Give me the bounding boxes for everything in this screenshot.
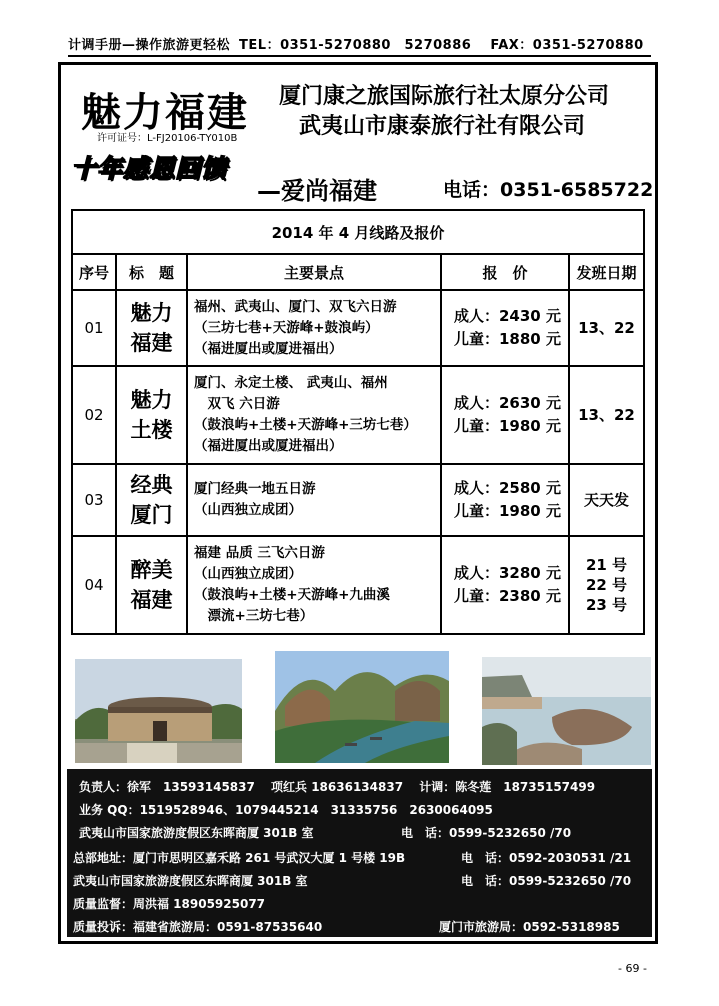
row-number: 03	[72, 464, 116, 536]
header-title: 标 题	[116, 254, 187, 290]
adult-price: 成人：2630 元	[454, 394, 561, 412]
spot-line: （山西独立成团）	[194, 566, 302, 582]
row-number: 04	[72, 536, 116, 634]
spot-line: （福进厦出或厦进福出）	[194, 438, 343, 454]
route-spots	[187, 536, 441, 634]
date-line: 22 号	[585, 576, 628, 594]
route-title-line: 魅力	[130, 388, 173, 412]
spot-line: 厦门、永定土楼、 武夷山、福州	[194, 375, 388, 391]
footer-address-2: 武夷山市国家旅游度假区东晖商厦 301B 室	[73, 874, 308, 888]
date-line: 23 号	[585, 596, 628, 614]
route-price	[441, 464, 569, 536]
spot-line: （鼓浪屿+土楼+天游峰+三坊七巷）	[194, 417, 417, 433]
route-title-line: 厦门	[130, 503, 173, 527]
header-no: 序号	[72, 254, 116, 290]
footer-phone-1: 电 话：0599-5232650 /70	[401, 826, 572, 840]
spot-line: （三坊七巷+天游峰+鼓浪屿）	[194, 319, 379, 336]
date-line: 天天发	[583, 491, 629, 509]
brand-title: 魅力福建	[81, 89, 249, 136]
wuyishan-photo	[275, 651, 449, 763]
photo-strip	[61, 651, 655, 767]
footer-qq: 业务 QQ：1519528946、1079445214 31335756 2630064095	[79, 803, 493, 817]
route-title-line: 魅力	[130, 301, 173, 325]
license-number: 许可证号：L-FJ20106-TY010B	[97, 133, 238, 144]
departure-dates	[569, 464, 644, 536]
header-spots: 主要景点	[187, 254, 441, 290]
route-price	[441, 366, 569, 464]
table-title: 2014 年 4 月线路及报价	[72, 210, 644, 254]
departure-dates	[569, 366, 644, 464]
header-slogan: 计调手册—操作旅游更轻松	[68, 38, 231, 53]
table-row	[72, 290, 644, 366]
row-number: 02	[72, 366, 116, 464]
spot-line: （鼓浪屿+土楼+天游峰+九曲溪	[194, 587, 390, 603]
departure-dates	[569, 536, 644, 634]
child-price: 儿童：1880 元	[454, 330, 561, 348]
spot-line: （福进厦出或厦进福出）	[194, 340, 343, 357]
footer-managers: 负责人：徐军 13593145837 项红兵 18636134837 计调：陈冬莲 18735157499	[79, 780, 596, 794]
row-number: 01	[72, 290, 116, 366]
page-number: - 69 -	[618, 962, 647, 975]
table-row	[72, 366, 644, 464]
footer-supervision: 质量监督：周洪福 18905925077	[73, 897, 266, 911]
footer-hq-phone: 电 话：0592-2030531 /21	[461, 851, 632, 865]
route-spots	[187, 464, 441, 536]
route-price	[441, 536, 569, 634]
footer-address-1: 武夷山市国家旅游度假区东晖商厦 301B 室	[79, 826, 314, 840]
spot-line: 漂流+三坊七巷）	[194, 608, 314, 624]
adult-price: 成人：2580 元	[454, 479, 561, 497]
company-name-2: 武夷山市康泰旅行社有限公司	[299, 114, 586, 139]
footer-phone-2: 电 话：0599-5232650 /70	[461, 874, 632, 888]
anniversary-slogan: 十年感恩回馈	[71, 154, 228, 183]
route-title-line: 醉美	[130, 558, 173, 582]
gulangyu-photo	[482, 657, 651, 765]
footer-complaint: 质量投诉：福建省旅游局：0591-87535640	[73, 920, 323, 934]
top-header-line	[68, 34, 651, 57]
table-header-row	[72, 254, 644, 290]
advertisement-frame	[58, 62, 658, 944]
route-title	[116, 464, 187, 536]
footer-xiamen-bureau: 厦门市旅游局：0592-5318985	[439, 920, 620, 934]
table-row	[72, 464, 644, 536]
route-title	[116, 290, 187, 366]
price-table	[71, 209, 645, 635]
route-title-line: 土楼	[130, 418, 173, 442]
route-title-line: 福建	[130, 588, 173, 612]
contact-footer	[67, 769, 652, 937]
route-title-line: 经典	[130, 473, 173, 497]
child-price: 儿童：2380 元	[454, 587, 561, 605]
footer-hq-address: 总部地址：厦门市思明区嘉禾路 261 号武汉大厦 1 号楼 19B	[73, 851, 406, 865]
child-price: 儿童：1980 元	[454, 502, 561, 520]
route-title-line: 福建	[130, 331, 173, 355]
adult-price: 成人：2430 元	[454, 307, 561, 325]
spot-line: 双飞 六日游	[194, 396, 280, 412]
company-name-1: 厦门康之旅国际旅行社太原分公司	[279, 84, 610, 109]
header-dates: 发班日期	[569, 254, 644, 290]
header-fax: FAX：0351-5270880	[490, 38, 644, 53]
spot-line: 福建 品质 三飞六日游	[194, 545, 325, 561]
spot-line: 福州、武夷山、厦门、双飞六日游	[194, 298, 397, 315]
contact-phone: 电话：0351-6585722	[443, 179, 654, 201]
child-price: 儿童：1980 元	[454, 417, 561, 435]
date-line: 13、22	[578, 406, 635, 424]
spot-line: （山西独立成团）	[194, 502, 302, 518]
header-price: 报 价	[441, 254, 569, 290]
tulou-photo	[75, 659, 242, 763]
love-fujian-slogan: —爱尚福建	[257, 177, 377, 205]
route-title	[116, 366, 187, 464]
table-row	[72, 536, 644, 634]
spot-line: 厦门经典一地五日游	[194, 481, 316, 497]
route-spots	[187, 290, 441, 366]
table-title-row	[72, 210, 644, 254]
adult-price: 成人：3280 元	[454, 564, 561, 582]
date-line: 21 号	[585, 556, 628, 574]
route-spots	[187, 366, 441, 464]
header-tel: TEL：0351-5270880 5270886	[239, 38, 472, 53]
departure-dates	[569, 290, 644, 366]
date-line: 13、22	[578, 319, 635, 337]
route-title	[116, 536, 187, 634]
route-price	[441, 290, 569, 366]
